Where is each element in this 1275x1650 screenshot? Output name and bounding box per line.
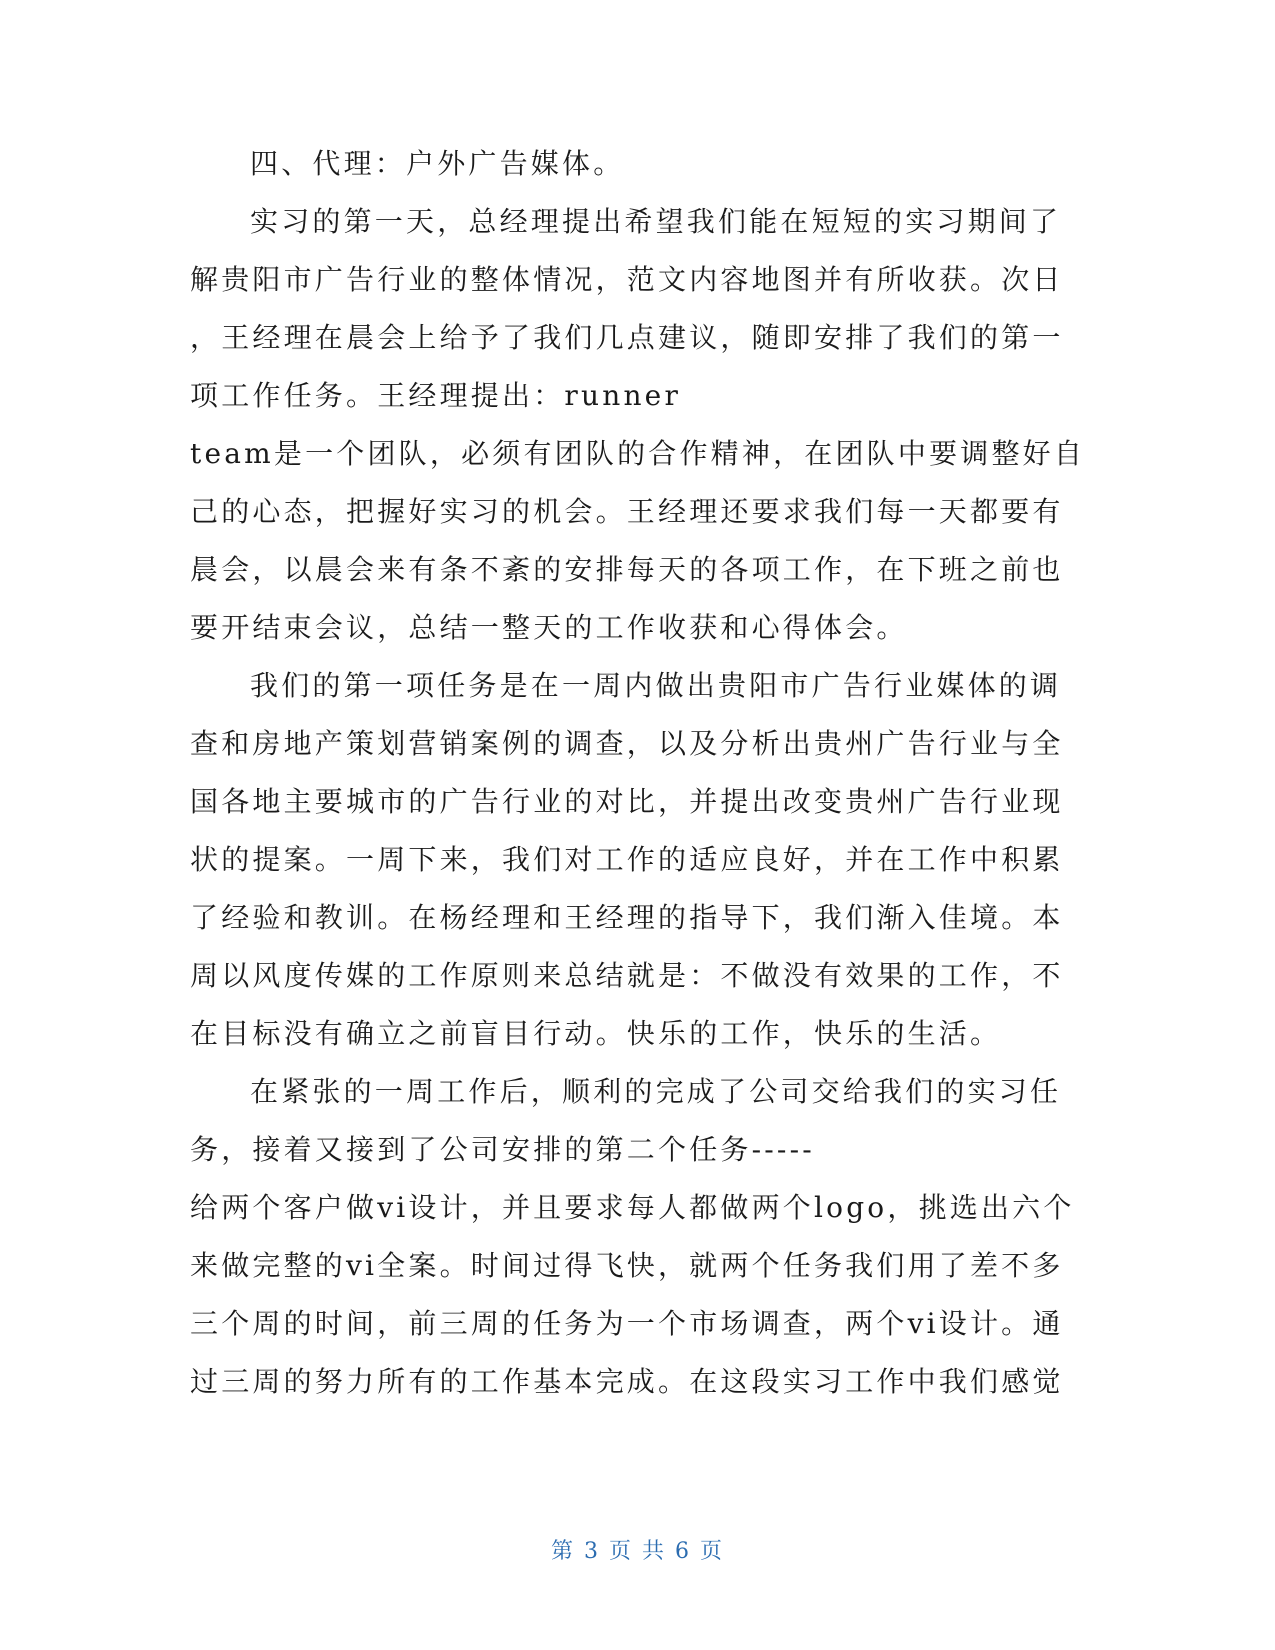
text-line: 状的提案。一周下来，我们对工作的适应良好，并在工作中积累 xyxy=(190,843,1064,876)
text-line: 项工作任务。王经理提出：runner xyxy=(190,379,682,412)
text-line: ，王经理在晨会上给予了我们几点建议，随即安排了我们的第一 xyxy=(190,321,1064,354)
page-number-footer: 第 3 页 共 6 页 xyxy=(551,1539,724,1564)
text-line: 在紧张的一周工作后，顺利的完成了公司交给我们的实习任 xyxy=(250,1075,1062,1108)
text-line: 周以风度传媒的工作原则来总结就是：不做没有效果的工作，不 xyxy=(190,959,1064,992)
text-line: 务，接着又接到了公司安排的第二个任务----- xyxy=(190,1133,815,1166)
text-line: 要开结束会议，总结一整天的工作收获和心得体会。 xyxy=(190,611,908,644)
text-line: 来做完整的vi全案。时间过得飞快，就两个任务我们用了差不多 xyxy=(190,1249,1064,1282)
text-line: 给两个客户做vi设计，并且要求每人都做两个logo，挑选出六个 xyxy=(190,1191,1075,1224)
text-line: 四、代理：户外广告媒体。 xyxy=(250,147,625,180)
text-line: 晨会，以晨会来有条不紊的安排每天的各项工作，在下班之前也 xyxy=(190,553,1064,586)
text-line: 己的心态，把握好实习的机会。王经理还要求我们每一天都要有 xyxy=(190,495,1064,528)
text-line: 解贵阳市广告行业的整体情况，范文内容地图并有所收获。次日 xyxy=(190,263,1064,296)
text-line: team是一个团队，必须有团队的合作精神，在团队中要调整好自 xyxy=(190,437,1086,470)
text-line: 我们的第一项任务是在一周内做出贵阳市广告行业媒体的调 xyxy=(250,669,1062,702)
text-line: 实习的第一天，总经理提出希望我们能在短短的实习期间了 xyxy=(250,205,1062,238)
text-line: 三个周的时间，前三周的任务为一个市场调查，两个vi设计。通 xyxy=(190,1307,1064,1340)
text-line: 在目标没有确立之前盲目行动。快乐的工作，快乐的生活。 xyxy=(190,1017,1002,1050)
text-line: 国各地主要城市的广告行业的对比，并提出改变贵州广告行业现 xyxy=(190,785,1064,818)
text-line: 查和房地产策划营销案例的调查，以及分析出贵州广告行业与全 xyxy=(190,727,1064,760)
text-line: 了经验和教训。在杨经理和王经理的指导下，我们渐入佳境。本 xyxy=(190,901,1064,934)
text-line: 过三周的努力所有的工作基本完成。在这段实习工作中我们感觉 xyxy=(190,1365,1064,1398)
